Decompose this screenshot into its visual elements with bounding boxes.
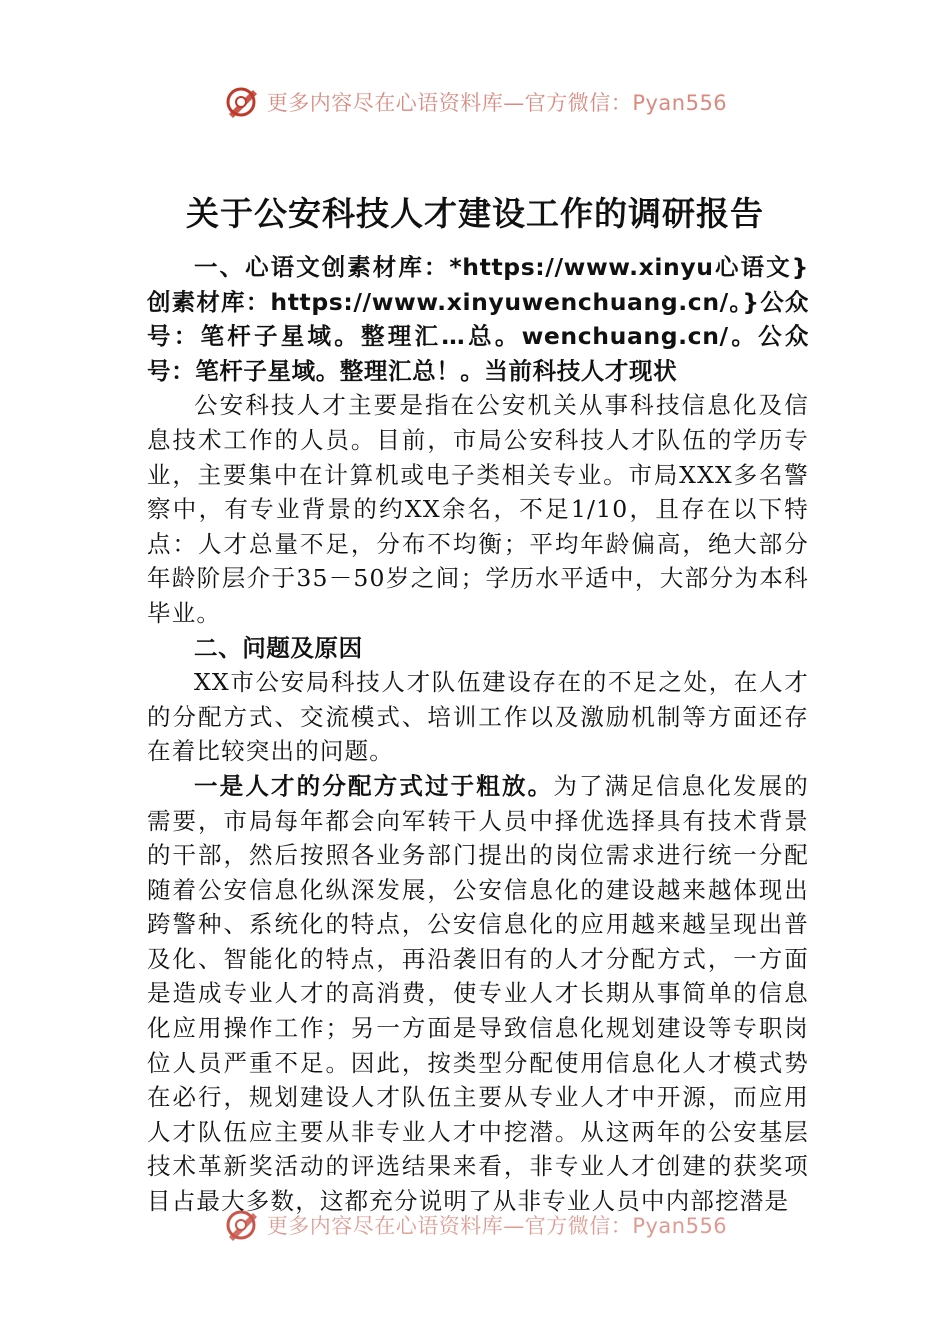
section2-paragraph: XX市公安局科技人才队伍建设存在的不足之处，在人才的分配方式、交流模式、培训工作以及激励机制等方面还存在着比较突出的问题。 (147, 668, 809, 766)
document-body (147, 250, 809, 1219)
watermark-text: 更多内容尽在心语资料库—官方微信：Pyan556 (266, 1214, 728, 1238)
page-title: 关于公安科技人才建设工作的调研报告 (186, 194, 764, 233)
watermark-footer (0, 1205, 950, 1245)
point1-body: 为了满足信息化发展的需要，市局每年都会向军转干人员中择优选择具有技术背景的干部，然后按照各业务部门提出的岗位需求进行统一分配随着公安信息化纵深发展，公安信息化的建设越来越体现出跨警种、系统化的特点，公安信息化的应用越来越呈现出普及化、智能化的特点，再沿袭旧有的人才分配方式，一方面是造成专业人才的高消费，使专业人才长期从事简单的信息化应用操作工作；另一方面是导致信息化规划建设等专职岗位人员严重不足。因此，按类型分配使用信息化人才模式势在必行，规划建设人才队伍主要从专业人才中开源，而应用人才队伍应主要从非专业人才中挖潜。从这两年的公安基层技术革新奖活动的评选结果来看，非专业人才创建的获奖项目占最大多数，这都充分说明了从非专业人员中内部挖潜是 (147, 771, 809, 1216)
point1-lead: 一是人才的分配方式过于粗放。 (194, 771, 554, 800)
section1-paragraph: 公安科技人才主要是指在公安机关从事科技信息化及信息技术工作的人员。目前，市局公安科技人才队伍的学历专业，主要集中在计算机或电子类相关专业。市局XXX多名警察中，有专业背景的约XX余名，不足1/10，且存在以下特点：人才总量不足，分布不均衡；平均年龄偏高，绝大部分年龄阶层介于35－50岁之间；学历水平适中，大部分为本科毕业。 (147, 391, 809, 627)
section2-heading: 二、问题及原因 (194, 633, 363, 662)
watermark-text: 更多内容尽在心语资料库—官方微信：Pyan556 (266, 91, 728, 115)
point1-paragraph (147, 769, 809, 1219)
section1-heading: 一、心语文创素材库：*https://www.xinyu心语文}创素材库：https://www.xinyuwenchuang.cn/。}公众号：笔杆子星域。整理汇…总。wenchuang.cn/。公众号：笔杆子星域。整理汇总！。当前科技人才现状 (147, 253, 809, 385)
pen-logo-icon (223, 1207, 263, 1243)
watermark-id: Pyan556 (632, 1214, 728, 1238)
watermark-id: Pyan556 (632, 91, 728, 115)
